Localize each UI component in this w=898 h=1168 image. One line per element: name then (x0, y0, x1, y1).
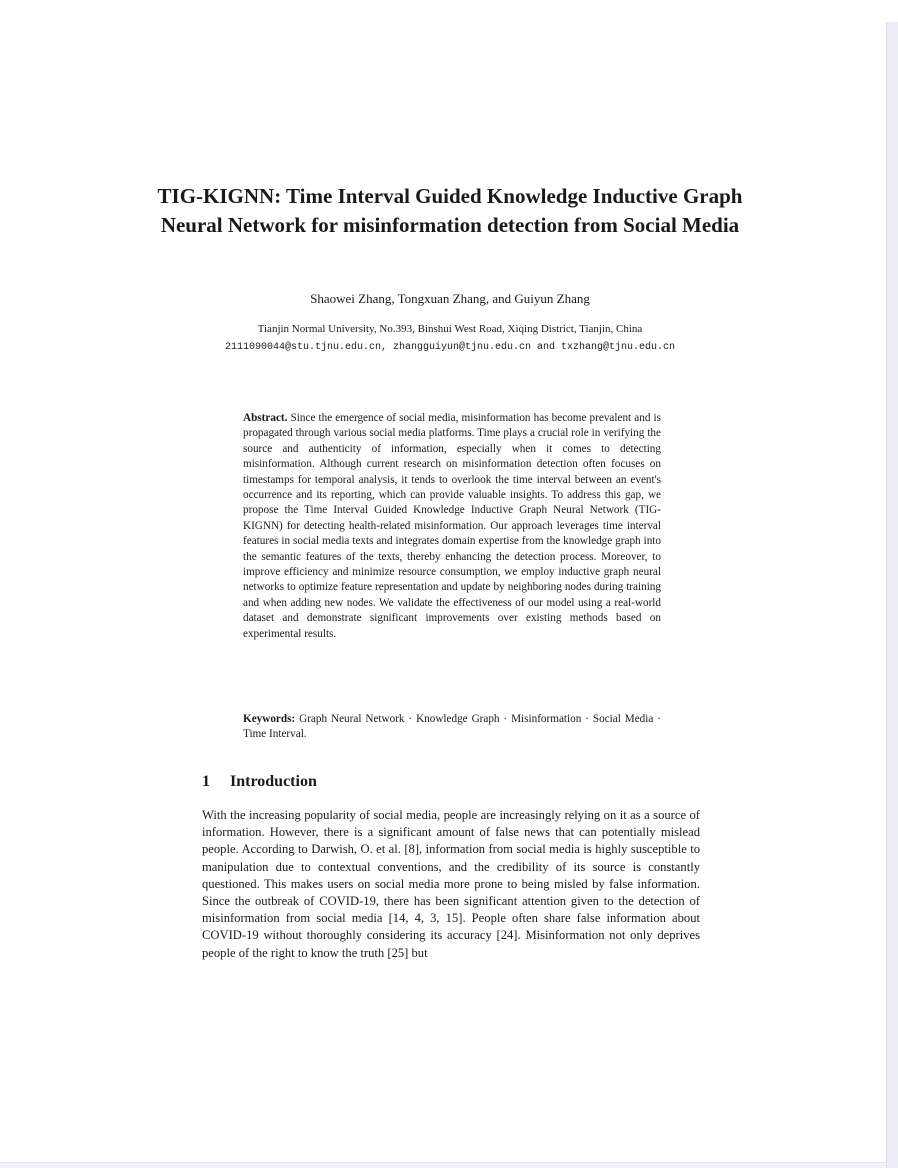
author-emails: 2111090044@stu.tjnu.edu.cn, zhangguiyun@tjnu.edu.cn and txzhang@tjnu.edu.cn (224, 342, 676, 353)
section-heading-introduction (202, 772, 702, 792)
paper-title: TIG-KIGNN: Time Interval Guided Knowledge Inductive Graph Neural Network for misinformation detection from Social Media (157, 184, 743, 237)
section-number: 1 (202, 773, 210, 790)
viewer-scroll-gutter[interactable] (886, 22, 898, 1168)
introduction-paragraph: With the increasing popularity of social media, people are increasingly relying on it as a source of information. However, there is a significant amount of false news that can potentially mislead people. According to Darwish, O. et al. [8], information from social media is highly susceptible to manipulation due to contextual conventions, and the credibility of its source is constantly questioned. This makes users on social media more prone to being misled by false information. Since the outbreak of COVID-19, there has been significant attention given to the detection of misinformation from social media [14, 4, 3, 15]. People often share false information about COVID-19 without thoroughly considering its accuracy [24]. Misinformation not only deprives people of the right to know the truth [25] but (202, 808, 700, 960)
page-bottom-edge (0, 1162, 886, 1168)
affiliation-text: Tianjin Normal University, No.393, Binshui West Road, Xiqing District, Tianjin, China (257, 323, 643, 335)
abstract-body: Since the emergence of social media, misinformation has become prevalent and is propagated through various social media platforms. Time plays a crucial role in verifying the source and authenticity of information, especially when it comes to detecting misinformation. Although current research on misinformation detection often focuses on timestamps for temporal analysis, it tends to overlook the time interval between an event's occurrence and its reporting, which can provide valuable insights. To address this gap, we propose the Time Interval Guided Knowledge Inductive Graph Neural Network (TIG-KIGNN) for detecting health-related misinformation. Our approach leverages time interval features in social media texts and integrates domain expertise from the knowledge graph into the semantic features of the texts, thereby enhancing the detection process. Moreover, to improve efficiency and minimize resource consumption, we employ inductive graph neural networks to optimize feature representation and update by neighboring nodes during training and when adding new nodes. We validate the effectiveness of our model using a real-world dataset and demonstrate significant improvements over existing methods based on experimental results. (243, 412, 662, 640)
keywords-block (243, 712, 661, 743)
abstract-block (243, 411, 661, 642)
keywords-label: Keywords: (243, 713, 296, 725)
keywords-body: Graph Neural Network · Knowledge Graph · Misinformation · Social Media · Time Interval. (243, 713, 661, 741)
abstract-label: Abstract. (243, 412, 288, 424)
affiliation-block (200, 321, 700, 356)
author-list: Shaowei Zhang, Tongxuan Zhang, and Guiyun Zhang (310, 291, 590, 306)
section-title: Introduction (230, 773, 317, 790)
